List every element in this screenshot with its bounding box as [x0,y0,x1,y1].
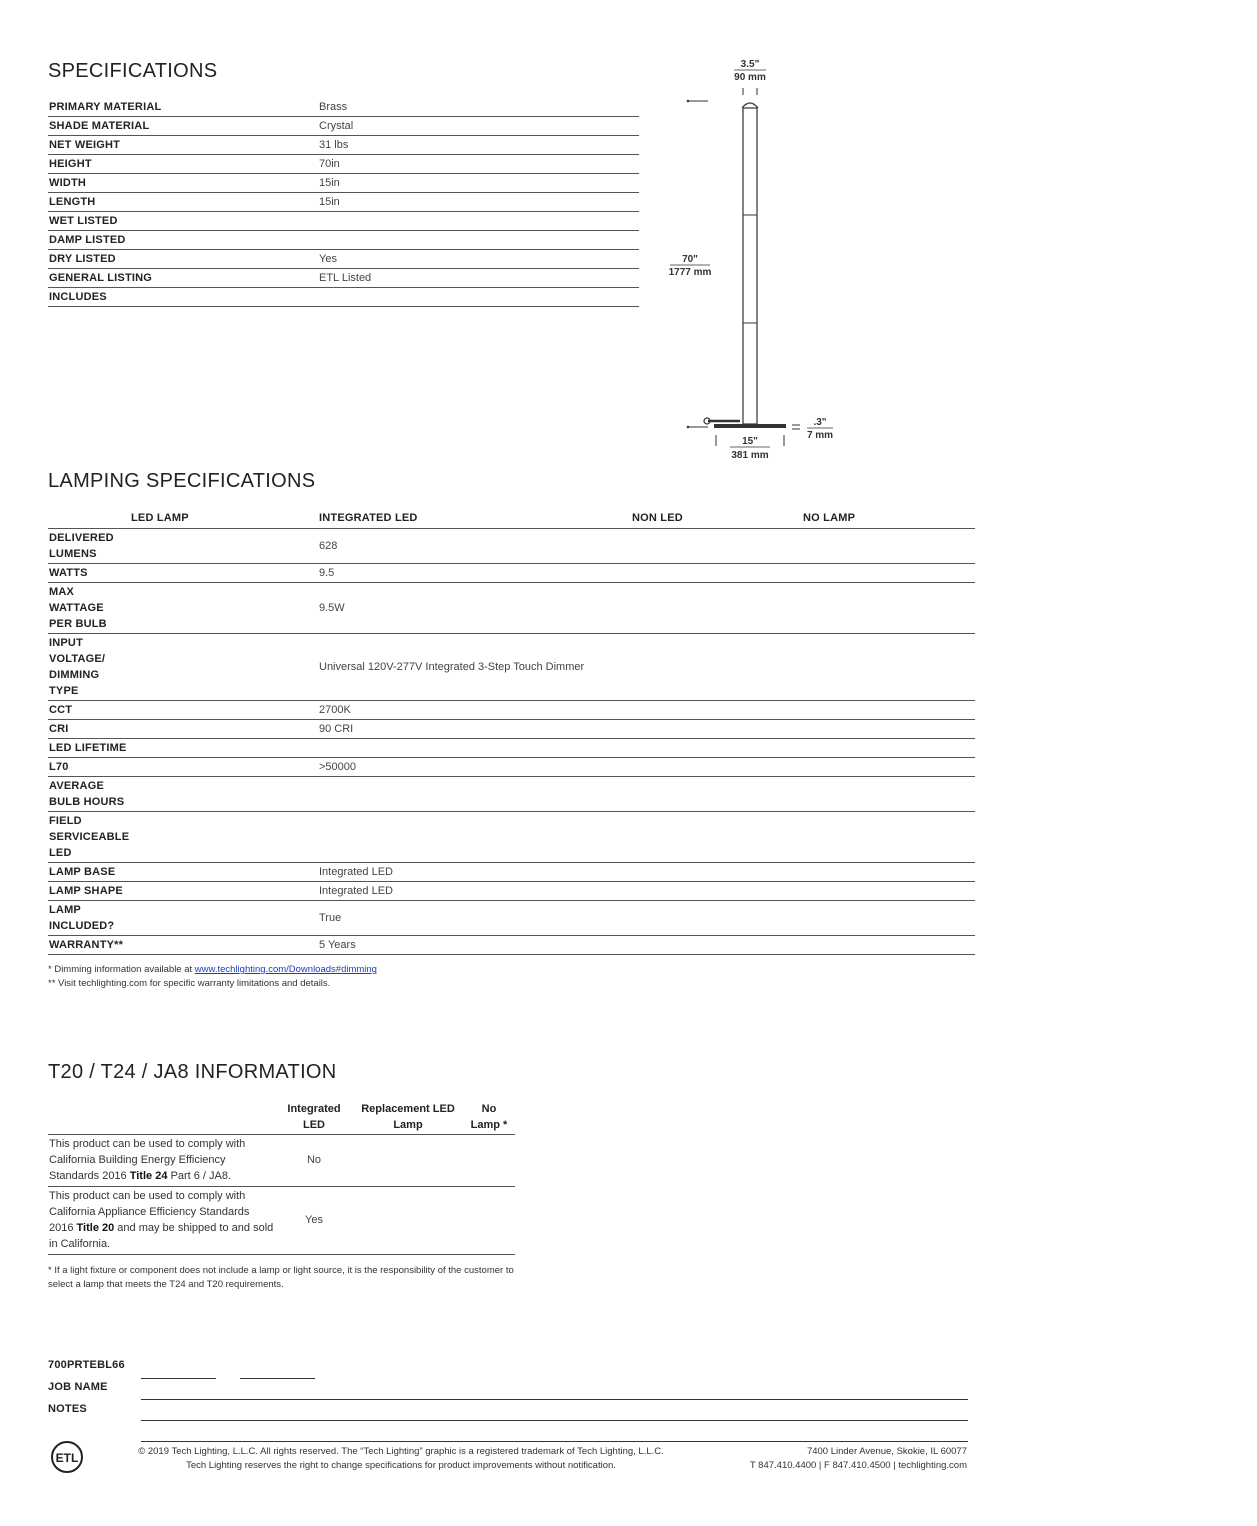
company-phone-web: T 847.410.4400 | F 847.410.4500 | techlighting.com [749,1460,967,1471]
warranty-footnote: ** Visit techlighting.com for specific warranty limitations and details. [48,978,331,989]
lamping-label-line: LED [49,847,72,859]
spec-label: DRY LISTED [49,253,116,265]
top-dim-in: 3.5" [740,59,760,70]
spec-value [319,288,639,306]
base-thick-mm: 7 mm [806,430,834,441]
title24-value: No [306,1154,322,1166]
svg-text:ETL: ETL [55,1451,79,1465]
lamping-label-line: SERVICEABLE [49,831,130,843]
spec-value: 15in [319,196,340,208]
spec-row [48,288,639,307]
base-dim-in: 15" [742,436,758,447]
lamping-label-line: LAMP SHAPE [49,885,123,897]
lamping-row [48,564,975,583]
spec-label: GENERAL LISTING [49,272,153,284]
lamping-label [48,813,319,861]
header-integrated-led-col: Integrated LED [287,1103,341,1131]
dimming-footnote-text: * Dimming information available at [48,964,195,975]
lamping-row [48,882,975,901]
lamping-row [48,720,975,739]
lamping-label-line: BULB HOURS [49,796,125,808]
lamping-value [319,778,975,810]
lamping-label [48,864,319,880]
spec-label: DAMP LISTED [49,234,126,246]
notes-field-line-1[interactable] [141,1420,968,1421]
lamping-value: True [319,912,342,924]
title20-text: This product can be used to comply with California Appliance Efficiency Standards 2016 Title 20 and may be shipped to and sold in California. [49,1190,274,1250]
job-name-field[interactable] [141,1399,968,1400]
lamping-row [48,701,975,720]
header-led-lamp: LED LAMP [131,512,189,524]
copyright-notice [118,1445,684,1473]
lamping-label [48,702,319,718]
lamping-label [48,721,319,737]
company-contact [700,1445,967,1473]
spec-value: Brass [319,101,348,113]
lamping-row [48,739,975,758]
lamping-label-line: DELIVERED [49,532,114,544]
lamping-value: Integrated LED [319,885,393,897]
spec-label: NET WEIGHT [49,139,121,151]
dimming-footnote [48,964,377,975]
spec-value: Yes [319,253,337,265]
lamping-label [48,902,319,934]
t20-footnote: * If a light fixture or component does not include a lamp or light source, it is the responsibility of the customer to select a lamp that meets the T24 and T20 requirements. [48,1265,514,1290]
lamping-label-line: TYPE [49,685,79,697]
lamping-label-line: CCT [49,704,73,716]
job-name-label: JOB NAME [48,1381,108,1393]
lamping-label-line: WATTS [49,567,88,579]
header-integrated-led: INTEGRATED LED [319,512,418,524]
spec-value: Crystal [319,120,354,132]
lamping-label [48,740,319,756]
spec-label: PRIMARY MATERIAL [49,101,162,113]
spec-label: INCLUDES [49,291,107,303]
spec-value [319,231,639,249]
header-no-lamp-col: No Lamp * [470,1103,508,1131]
lamping-row [48,901,975,936]
spec-value: 15in [319,177,340,189]
lamping-label-line: LAMP BASE [49,866,116,878]
lamping-label-line: CRI [49,723,69,735]
spec-row [48,269,639,288]
lamping-title: LAMPING SPECIFICATIONS [48,470,316,492]
lamping-row [48,777,975,812]
spec-value [319,212,639,230]
title20-value: Yes [305,1214,323,1226]
lamping-label [48,635,319,699]
lamping-label-line: DIMMING [49,669,100,681]
spec-row [48,136,639,155]
copyright-line-2: Tech Lighting reserves the right to change specifications for product improvements without notification. [186,1460,616,1471]
lamping-label [48,759,319,775]
lamping-label-line: FIELD [49,815,82,827]
spec-label: WIDTH [49,177,87,189]
lamping-label-line: WARRANTY** [49,939,124,951]
lamping-row [48,863,975,882]
spec-value: 70in [319,158,340,170]
lamping-label-line: PER BULB [49,618,107,630]
lamping-label-line: LUMENS [49,548,97,560]
base-shape [714,424,786,428]
lamping-label-line: WATTAGE [49,602,104,614]
lamping-value: 5 Years [319,939,356,951]
specifications-title: SPECIFICATIONS [48,60,218,82]
lamping-row [48,529,975,564]
spec-label: WET LISTED [49,215,118,227]
t20-row-title24 [48,1135,515,1187]
spec-row [48,231,639,250]
lamping-row [48,758,975,777]
lamping-label-line: AVERAGE [49,780,104,792]
lamping-label-line: MAX [49,586,75,598]
lamping-row [48,634,975,701]
lamping-label [48,565,319,581]
lamping-label-line: LED LIFETIME [49,742,127,754]
lamping-value: Universal 120V-277V Integrated 3-Step Touch Dimmer [319,661,585,673]
header-non-led: NON LED [632,512,683,524]
lamping-label [48,530,319,562]
lamping-header-row [48,509,975,529]
model-number: 700PRTEBL66 [48,1359,125,1371]
spec-row [48,193,639,212]
lamping-label-line: INPUT [49,637,83,649]
spec-row [48,117,639,136]
t20-title: T20 / T24 / JA8 INFORMATION [48,1061,337,1083]
t20-row-title20 [48,1187,515,1255]
lamping-row [48,936,975,955]
top-dim-mm: 90 mm [734,72,766,83]
lamping-value [319,740,975,756]
base-thick-in: .3" [813,417,827,428]
t20-table [48,1101,515,1255]
title24-text: This product can be used to comply with California Building Energy Efficiency Standards 2016 Title 24 Part 6 / JA8. [49,1138,246,1182]
product-dimension-drawing [660,50,860,470]
pole-shape [743,108,757,424]
lamping-table [48,509,975,955]
lamping-label [48,584,319,632]
lamping-row [48,812,975,863]
spec-row [48,174,639,193]
t20-header-row [48,1101,515,1135]
base-dim-mm: 381 mm [731,450,769,461]
company-address: 7400 Linder Avenue, Skokie, IL 60077 [806,1446,967,1457]
lamping-label-line: L70 [49,761,69,773]
lamping-label [48,937,319,953]
dimming-link[interactable]: www.techlighting.com/Downloads#dimming [194,964,377,975]
spec-label: SHADE MATERIAL [49,120,150,132]
copyright-line-1: © 2019 Tech Lighting, L.L.C. All rights reserved. The “Tech Lighting” graphic is a registered trademark of Tech Lighting, L.L.C. [138,1446,664,1457]
spec-row [48,250,639,269]
notes-field-line-2[interactable] [141,1441,968,1442]
height-dim-in: 70" [682,254,698,265]
spec-row [48,212,639,231]
spec-label: HEIGHT [49,158,92,170]
height-dim-mm: 1777 mm [668,267,712,278]
header-replacement-led-col: Replacement LED Lamp [361,1103,455,1131]
spec-label: LENGTH [49,196,96,208]
lamping-label [48,778,319,810]
lamping-value [319,813,975,861]
spec-row [48,155,639,174]
lamping-label-line: VOLTAGE/ [49,653,106,665]
lamping-value: 9.5W [319,602,345,614]
lamping-label-line: INCLUDED? [49,920,115,932]
lamping-label-line: LAMP [49,904,81,916]
lamping-row [48,583,975,634]
specifications-table [48,98,639,307]
lamping-value: 2700K [319,704,351,716]
lamping-value: Integrated LED [319,866,393,878]
lamping-value: >50000 [319,761,357,773]
lamping-value: 90 CRI [319,723,354,735]
model-line-2 [240,1378,315,1379]
model-line-1 [141,1378,216,1379]
spec-value: ETL Listed [319,272,372,284]
notes-label: NOTES [48,1403,87,1415]
etl-logo-icon [48,1441,92,1475]
header-no-lamp: NO LAMP [803,512,856,524]
spec-row [48,98,639,117]
lamping-value: 628 [319,540,338,552]
lamping-label [48,883,319,899]
lamping-value: 9.5 [319,567,335,579]
spec-value: 31 lbs [319,139,349,151]
